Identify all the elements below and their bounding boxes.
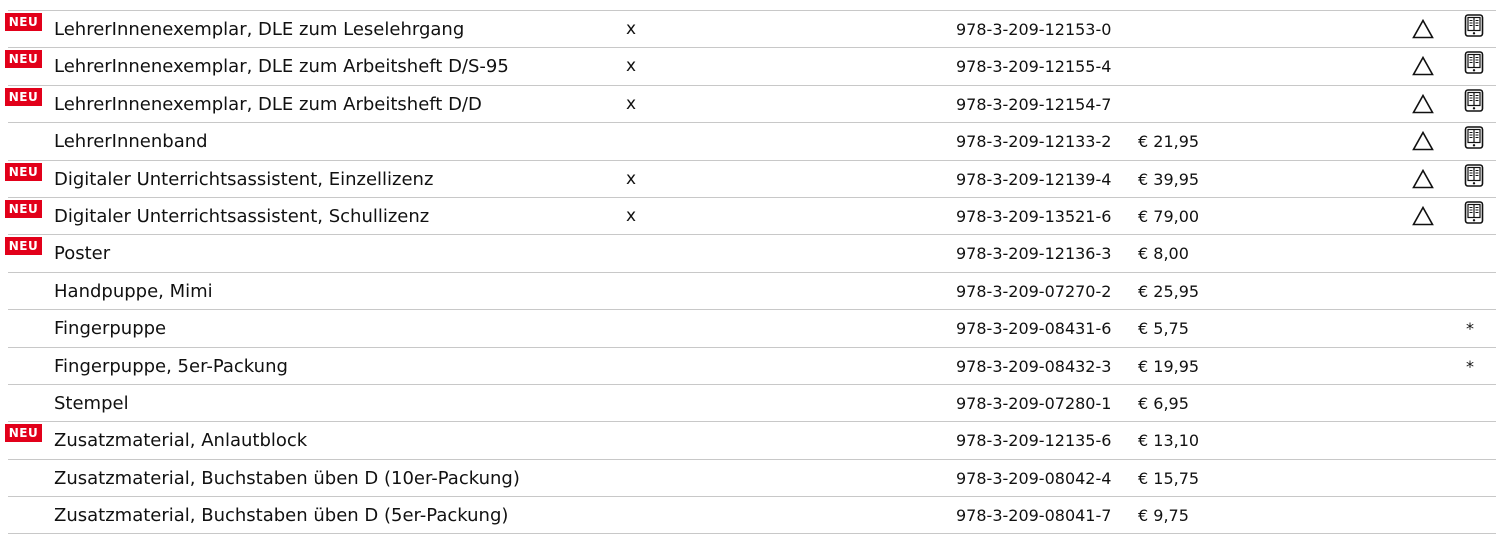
- neu-badge: NEU: [5, 50, 42, 68]
- product-row: [8, 348, 1496, 385]
- product-row: [8, 48, 1496, 85]
- product-row: [8, 385, 1496, 422]
- availability-mark: x: [626, 93, 637, 114]
- product-title: Zusatzmaterial, Buchstaben üben D (5er-Packung): [54, 505, 509, 527]
- isbn-number: 978-3-209-12153-0: [956, 20, 1112, 39]
- tablet-book-icon: [1464, 14, 1486, 38]
- product-row: [8, 235, 1496, 272]
- triangle-icon: [1412, 56, 1434, 76]
- price: € 39,95: [1138, 169, 1200, 189]
- tablet-book-icon: [1464, 51, 1486, 75]
- tablet-book-icon: [1464, 201, 1486, 225]
- product-title: Zusatzmaterial, Anlautblock: [54, 430, 308, 452]
- product-row: [8, 422, 1496, 459]
- isbn-number: 978-3-209-12133-2: [956, 132, 1112, 152]
- price: € 5,75: [1138, 319, 1189, 339]
- price: € 9,75: [1138, 506, 1189, 526]
- triangle-icon: [1412, 19, 1434, 39]
- product-title: LehrerInnenexemplar, DLE zum Arbeitsheft D/D: [54, 93, 482, 115]
- price: € 25,95: [1138, 281, 1200, 301]
- product-title: Fingerpuppe, 5er-Packung: [54, 355, 288, 377]
- product-title: Stempel: [54, 392, 129, 414]
- product-title: Fingerpuppe: [54, 318, 167, 340]
- triangle-icon: [1412, 94, 1434, 114]
- isbn-number: 978-3-209-12136-3: [956, 244, 1112, 264]
- product-title: LehrerInnenexemplar, DLE zum Leselehrgang: [54, 19, 465, 40]
- neu-badge: NEU: [5, 424, 42, 442]
- neu-badge: NEU: [5, 13, 42, 31]
- availability-mark: x: [626, 19, 637, 39]
- product-row: [8, 310, 1496, 347]
- isbn-number: 978-3-209-08432-3: [956, 356, 1112, 376]
- product-title: LehrerInnenexemplar, DLE zum Arbeitsheft D/S-95: [54, 56, 509, 78]
- isbn-number: 978-3-209-07280-1: [956, 393, 1112, 413]
- product-title: Digitaler Unterrichtsassistent, Schullizenz: [54, 205, 430, 227]
- neu-badge: NEU: [5, 200, 42, 218]
- availability-mark: x: [626, 205, 637, 226]
- isbn-number: 978-3-209-08042-4: [956, 468, 1112, 488]
- isbn-number: 978-3-209-12154-7: [956, 94, 1112, 114]
- price: € 15,75: [1138, 468, 1200, 488]
- product-title: Zusatzmaterial, Buchstaben üben D (10er-Packung): [54, 467, 520, 489]
- product-rows: [0, 11, 1496, 534]
- isbn-number: 978-3-209-08041-7: [956, 506, 1112, 526]
- isbn-number: 978-3-209-12135-6: [956, 431, 1112, 451]
- product-row: [8, 86, 1496, 123]
- product-title: Digitaler Unterrichtsassistent, Einzellizenz: [54, 168, 434, 190]
- product-row: [8, 123, 1496, 160]
- availability-mark: x: [626, 56, 637, 77]
- price: € 13,10: [1138, 431, 1200, 451]
- isbn-number: 978-3-209-12139-4: [956, 169, 1112, 189]
- price: € 79,00: [1138, 206, 1200, 226]
- neu-badge: NEU: [5, 237, 42, 255]
- price: € 8,00: [1138, 244, 1189, 264]
- product-row: [8, 11, 1496, 48]
- footnote-star: *: [1466, 356, 1474, 376]
- triangle-icon: [1412, 206, 1434, 226]
- isbn-number: 978-3-209-12155-4: [956, 57, 1112, 77]
- tablet-book-icon: [1464, 126, 1486, 150]
- availability-mark: x: [626, 168, 637, 189]
- footnote-star: *: [1466, 319, 1474, 339]
- triangle-icon: [1412, 169, 1434, 189]
- product-row: [8, 273, 1496, 310]
- product-row: [8, 161, 1496, 198]
- neu-badge: NEU: [5, 88, 42, 106]
- product-title: LehrerInnenband: [54, 131, 208, 153]
- price: € 19,95: [1138, 356, 1200, 376]
- product-row: [8, 460, 1496, 497]
- isbn-number: 978-3-209-08431-6: [956, 319, 1112, 339]
- product-row: [8, 198, 1496, 235]
- product-row: [8, 497, 1496, 534]
- neu-badge: NEU: [5, 163, 42, 181]
- isbn-number: 978-3-209-13521-6: [956, 206, 1112, 226]
- isbn-number: 978-3-209-07270-2: [956, 281, 1112, 301]
- price: € 6,95: [1138, 393, 1189, 413]
- tablet-book-icon: [1464, 89, 1486, 113]
- product-title: Handpuppe, Mimi: [54, 280, 213, 302]
- triangle-icon: [1412, 131, 1434, 151]
- product-title: Poster: [54, 243, 111, 265]
- tablet-book-icon: [1464, 164, 1486, 188]
- price: € 21,95: [1138, 132, 1200, 152]
